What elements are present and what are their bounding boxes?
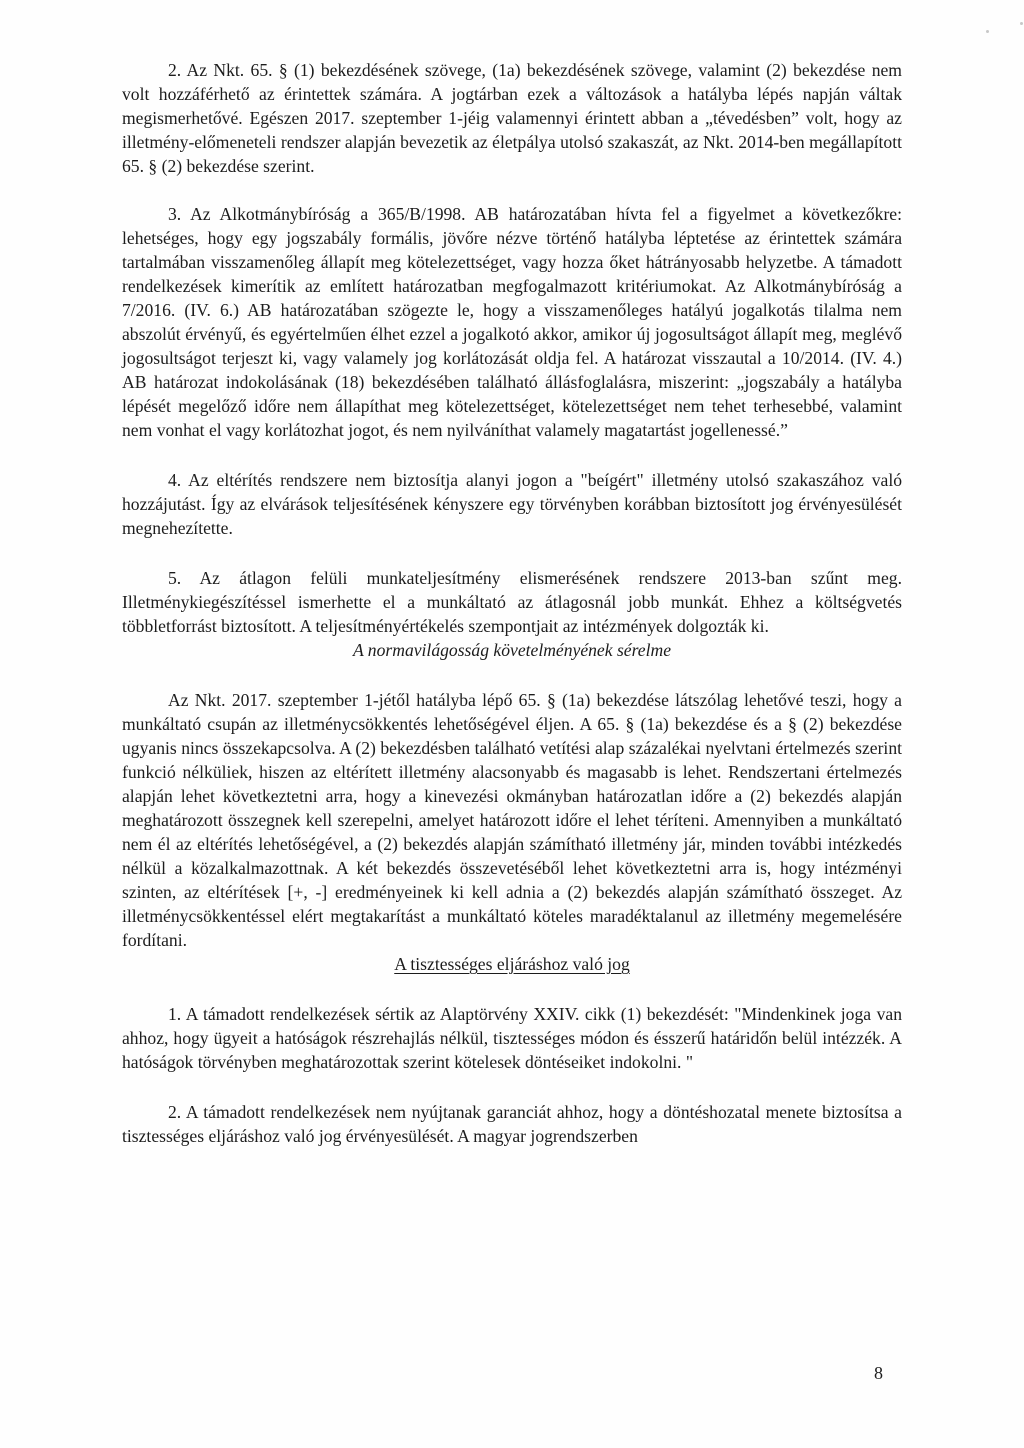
paragraph-nkt-2017: Az Nkt. 2017. szeptember 1-jétől hatályba lépő 65. § (1a) bekezdése látszólag lehetővé teszi, hogy a munkáltató csupán az illetménycsökkentés lehetőségével éljen. A 65. § (1a) bekezdése és a § (2) bekezdése ugyanis nincs összekapcsolva. A (2) bekezdésben található vetítési alap százalékai nyelvtani értelmezés szerint funkció nélküliek, hiszen az eltérített illetmény alacsonyabb és magasabb is lehet. Rendszertani értelmezés alapján lehet következtetni arra, hogy a kinevezési okmányban határozatlan időre a (2) bekezdés alapján meghatározott összegnek kell szerepelni, amelyet határozott időre el lehet téríteni. Amennyiben a munkáltató nem él az eltérítés lehetőségével, a (2) bekezdés alapján számítható illetmény jár, minden további intézkedés nélkül a közalkalmazottnak. A két bekezdés összevetéséből lehet következtetni arra is, hogy intézményi szinten, az eltérítések [+, -] eredményeinek ki kell adnia a (2) bekezdés alapján számítható összeget. Az illetménycsökkentéssel elért megtakarítást a munkáltató köteles maradéktalanul az illetmény megemelésére fordítani.	[122, 690, 902, 950]
section-heading-normavilagossag: A normavilágosság követelményének sérelme	[352, 640, 672, 660]
paragraph-2-nkt-65: 2. Az Nkt. 65. § (1) bekezdésének szövege, (1a) bekezdésének szövege, valamint (2) bekezdése nem volt hozzáférhető az érintettek számára. A jogtárban ezek a változások a hatályba lépés napján váltak megismerhetővé. Egészen 2017. szeptember 1-jéig valamennyi érintett abban a „tévedésben” volt, hogy az illetmény-előmeneteli rendszer alapján bevezetik az életpálya utolsó szakaszát, az Nkt. 2014-ben megállapított 65. § (2) bekezdése szerint.	[122, 60, 902, 176]
paragraph-3-alkotmanybirosag: 3. Az Alkotmánybíróság a 365/B/1998. AB határozatában hívta fel a figyelmet a következőkre: lehetséges, hogy egy jogszabály formális, jövőre nézve történő hatályba léptetése az érintettek számára tartalmában visszamenőleg állapít meg kötelezettséget, vagy hozza őket hátrányosabb helyzetbe. A támadott rendelkezések kimerítik az említett határozatban megfogalmazott kritériumokat. Az Alkotmánybíróság a 7/2016. (IV. 6.) AB határozatában szögezte le, hogy a visszamenőleges hatályú jogalkotás tilalma nem abszolút érvényű, és egyértelműen élhet ezzel a jogalkotó akkor, amikor új jogosultságot állapít meg, meglévő jogosultságot terjeszt ki, vagy valamely jog korlátozását oldja fel. A határozat visszautal a 10/2014. (IV. 4.) AB határozat indokolásának (18) bekezdésében található állásfoglalásra, miszerint: „jogszabály a hatályba lépését megelőző időre nem állapíthat meg kötelezettséget, kötelezettséget nem tehet terhesebbé, valamint nem vonhat el vagy korlátozhat jogot, és nem nyilváníthat valamely magatartást jogellenessé.”	[122, 204, 902, 440]
document-body	[122, 58, 902, 1148]
page-number: 8	[874, 1363, 883, 1383]
paragraph-1-alaptorveny: 1. A támadott rendelkezések sértik az Alaptörvény XXIV. cikk (1) bekezdését: "Mindenkinek joga van ahhoz, hogy ügyeit a hatóságok részrehajlás nélkül, tisztességes módon és ésszerű határidőn belül intézzék. A hatóságok törvényben meghatározottak szerint kötelesek döntéseiket indokolni. "	[122, 1004, 902, 1072]
paragraph-5-munkateljesitmeny: 5. Az átlagon felüli munkateljesítmény elismerésének rendszere 2013-ban szűnt meg. Illetménykiegészítéssel ismerhette el a munkáltató az átlagosnál jobb munkát. Ehhez a költségvetés többletforrást biztosított. A teljesítményértékelés szempontjait az intézmények dolgozták ki.	[122, 568, 902, 636]
section-heading-tisztesseges-eljaras: A tisztességes eljáráshoz való jog	[394, 954, 630, 974]
scan-speck	[986, 30, 989, 33]
scan-speck	[1020, 22, 1023, 25]
paragraph-4-elterites: 4. Az eltérítés rendszere nem biztosítja alanyi jogon a "beígért" illetmény utolsó szakaszához való hozzájutást. Így az elvárások teljesítésének kényszere egy törvényben korábban biztosított jog érvényesülését megnehezítette.	[122, 470, 902, 538]
paragraph-2-garancia: 2. A támadott rendelkezések nem nyújtanak garanciát ahhoz, hogy a döntéshozatal menete biztosítsa a tisztességes eljáráshoz való jog érvényesülését. A magyar jogrendszerben	[122, 1102, 902, 1146]
